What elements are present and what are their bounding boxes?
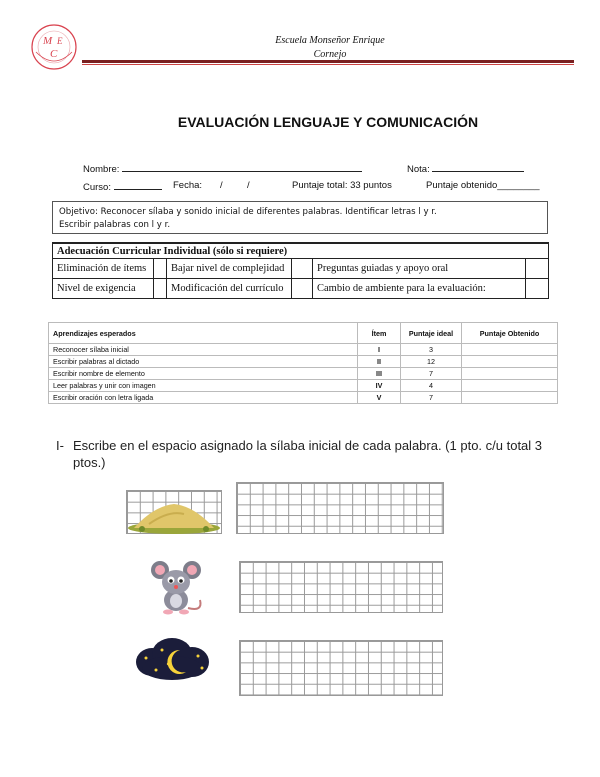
cell-item: IV [358, 380, 401, 392]
nota-blank[interactable] [432, 162, 524, 172]
fecha-label: Fecha: [173, 180, 203, 191]
objetivo-line2: Escribir palabras con l y r. [59, 220, 171, 230]
page-title: EVALUACIÓN LENGUAJE Y COMUNICACIÓN [177, 114, 479, 130]
nota-label: Nota: [407, 164, 430, 175]
puntaje-total: Puntaje total: 33 puntos [292, 180, 392, 191]
nombre-blank[interactable] [122, 162, 362, 172]
cell-aprendizaje: Escribir palabras al dictado [49, 356, 358, 368]
table-row [49, 380, 558, 392]
table-row [49, 356, 558, 368]
fecha-sep-1: / [220, 180, 223, 191]
curso-label: Curso: [83, 182, 111, 193]
sand-pile-image [124, 496, 224, 536]
nombre-field[interactable] [83, 162, 362, 175]
header-rule [82, 60, 574, 63]
cell-item: II [358, 356, 401, 368]
cell-aprendizaje: Escribir oración con letra ligada [49, 392, 358, 404]
col-header-item: Ítem [358, 323, 401, 344]
school-name-line1: Escuela Monseñor Enrique [275, 35, 385, 46]
cell-aprendizaje: Escribir nombre de elemento [49, 368, 358, 380]
cell-obtenido[interactable] [462, 392, 558, 404]
col-header-ideal: Puntaje ideal [401, 323, 462, 344]
cell-obtenido[interactable] [462, 380, 558, 392]
cell-aprendizaje: Leer palabras y unir con imagen [49, 380, 358, 392]
aci-option: Modificación del currículo [167, 279, 292, 299]
aci-option: Bajar nivel de complejidad [167, 259, 292, 279]
objetivo-line1: Objetivo: Reconocer sílaba y sonido inicial de diferentes palabras. Identificar letras l y r. [59, 207, 437, 217]
cell-item: I [358, 344, 401, 356]
header-rule-thin [82, 64, 574, 65]
aci-checkbox[interactable] [154, 259, 167, 279]
aci-header: Adecuación Curricular Individual (sólo si requiere) [53, 243, 549, 259]
cell-ideal: 3 [401, 344, 462, 356]
svg-text:C: C [50, 48, 58, 60]
cell-item: III [358, 368, 401, 380]
aci-checkbox[interactable] [154, 279, 167, 299]
cell-item: V [358, 392, 401, 404]
aci-checkbox[interactable] [292, 259, 313, 279]
aci-table [52, 242, 549, 299]
question-1-number: I- [56, 438, 64, 453]
nombre-label: Nombre: [83, 164, 120, 175]
cell-obtenido[interactable] [462, 344, 558, 356]
nota-field[interactable] [407, 162, 524, 175]
curso-blank[interactable] [114, 180, 162, 190]
aci-checkbox[interactable] [292, 279, 313, 299]
aci-option: Eliminación de ítems [53, 259, 154, 279]
aci-checkbox[interactable] [526, 279, 549, 299]
aci-checkbox[interactable] [526, 259, 549, 279]
fecha-field[interactable] [173, 180, 202, 191]
aprendizajes-table [48, 322, 558, 404]
school-logo [28, 22, 80, 72]
answer-grid-2[interactable] [239, 561, 443, 613]
table-row [49, 392, 558, 404]
puntaje-obtenido[interactable]: Puntaje obtenido________ [426, 180, 540, 191]
aci-option: Cambio de ambiente para la evaluación: [313, 279, 526, 299]
answer-grid-1[interactable] [236, 482, 444, 534]
school-name-line2: Cornejo [313, 49, 347, 60]
table-row [49, 344, 558, 356]
cell-obtenido[interactable] [462, 368, 558, 380]
school-name [250, 34, 410, 62]
aci-option: Preguntas guiadas y apoyo oral [313, 259, 526, 279]
cell-ideal: 7 [401, 392, 462, 404]
aci-option: Nivel de exigencia [53, 279, 154, 299]
cell-ideal: 7 [401, 368, 462, 380]
fecha-sep-2: / [247, 180, 250, 191]
curso-field[interactable] [83, 180, 162, 193]
objetivo-box [52, 201, 548, 234]
svg-text:M: M [43, 35, 53, 47]
question-1-text: Escribe en el espacio asignado la sílaba inicial de cada palabra. (1 pto. c/u total 3 ptos.) [73, 438, 543, 470]
answer-grid-3[interactable] [239, 640, 443, 696]
col-header-obtenido: Puntaje Obtenido [462, 323, 558, 344]
question-1 [56, 437, 576, 471]
cell-ideal: 12 [401, 356, 462, 368]
col-header-aprendizajes: Aprendizajes esperados [49, 323, 358, 344]
cell-ideal: 4 [401, 380, 462, 392]
mouse-image [148, 556, 208, 616]
cell-aprendizaje: Reconocer sílaba inicial [49, 344, 358, 356]
svg-text:E: E [57, 36, 63, 46]
table-row [49, 368, 558, 380]
night-moon-image [132, 636, 212, 682]
cell-obtenido[interactable] [462, 356, 558, 368]
